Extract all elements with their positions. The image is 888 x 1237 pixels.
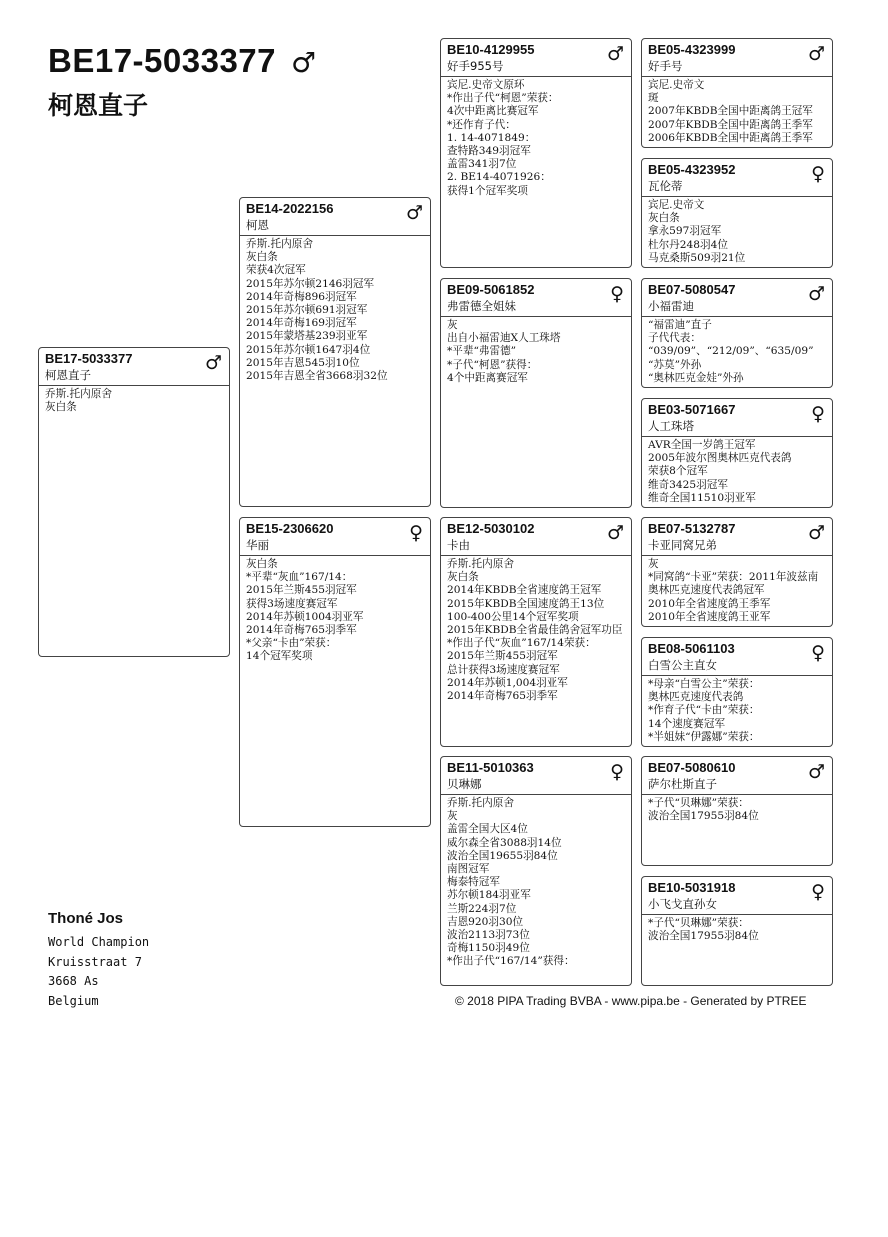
card-details: [240, 556, 430, 666]
breeder-title: World Champion: [48, 935, 150, 949]
detail-line: 2007年KBDB全国中距离鸽王冠军: [648, 105, 813, 118]
pigeon-name: 弗雷德全姐妹: [447, 299, 516, 313]
ring-number: BE07-5080547: [648, 282, 736, 297]
detail-line: 波治全国17955羽84位: [648, 810, 759, 823]
pigeon-name: 瓦伦蒂: [648, 179, 683, 193]
detail-line: *作出子代“柯恩”荣获：: [447, 92, 559, 105]
detail-line: 总计获得3场速度赛冠军: [447, 663, 560, 676]
detail-line: 灰白条: [648, 212, 680, 225]
pigeon-name: 柯恩直子: [45, 368, 91, 382]
detail-line: 4个中距离赛冠军: [447, 371, 528, 384]
detail-line: 盖雷全国大区4位: [447, 823, 528, 836]
breeder-city: 3668 As: [48, 974, 99, 988]
detail-line: 2015年苏尔顿1647羽4位: [246, 343, 371, 356]
male-symbol-icon: ♂: [405, 202, 423, 224]
breeder-street: Kruisstraat 7: [48, 954, 142, 969]
detail-line: “奥林匹克金娃”外孙: [648, 371, 744, 384]
ring-number: BE14-2022156: [246, 201, 334, 216]
detail-line: *半姐妹“伊露娜”荣获：: [648, 730, 760, 743]
detail-line: 盖雷341羽7位: [447, 158, 517, 171]
card-details: [642, 556, 832, 626]
detail-line: 1. 14-4071849：: [447, 131, 536, 144]
detail-line: 灰白条: [246, 558, 278, 570]
detail-line: 波治全国17955羽84位: [648, 930, 759, 943]
ring-number: BE07-5132787: [648, 521, 736, 536]
detail-line: 2015年兰斯455羽冠军: [447, 650, 558, 663]
detail-line: 100-400公里14个冠军奖项: [447, 610, 579, 623]
detail-line: *作出子代“167/14”获得：: [447, 955, 575, 968]
detail-line: “苏莫”外孙: [648, 358, 702, 371]
pigeon-name: 卡亚同窝兄弟: [648, 538, 717, 552]
detail-line: *作出子代“灰血”167/14荣获：: [447, 637, 596, 650]
page-header: [48, 42, 316, 80]
detail-line: 维奇3425羽冠军: [648, 478, 728, 491]
detail-line: “039/09”、“212/09”、“635/09”: [648, 345, 814, 358]
card-details: [39, 386, 229, 416]
ring-number: BE08-5061103: [648, 641, 735, 656]
detail-line: 2015年蒙塔基239羽亚军: [246, 330, 368, 343]
ring-number: BE07-5080610: [648, 760, 736, 775]
detail-line: 乔斯.托内原舍: [246, 238, 313, 250]
detail-line: 梅泰特冠军: [447, 876, 500, 889]
detail-line: 宾尼.史帝文: [648, 79, 705, 91]
pigeon-name: 萨尔杜斯直子: [648, 777, 717, 791]
detail-line: 查特路349羽冠军: [447, 145, 531, 158]
detail-line: 2010年全省速度鸽王季军: [648, 597, 771, 610]
pigeon-name: 小福雷迪: [648, 299, 694, 313]
pigeon-name: 好手号: [648, 59, 683, 73]
detail-line: 2. BE14-4071926：: [447, 171, 551, 184]
male-symbol-icon: ♂: [807, 283, 825, 305]
male-symbol-icon: ♂: [807, 522, 825, 544]
detail-line: “福雷迪”直子: [648, 319, 712, 331]
male-symbol-icon: ♂: [204, 352, 222, 374]
ring-number: BE10-5031918: [648, 880, 736, 895]
detail-line: 2007年KBDB全国中距离鸽王季军: [648, 118, 813, 131]
detail-line: *平辈“弗雷德”: [447, 345, 517, 358]
female-symbol-icon: ♀: [610, 283, 624, 305]
card-details: [642, 77, 832, 147]
card-details: [642, 676, 832, 746]
detail-line: 威尔森全省3088羽14位: [447, 836, 562, 849]
detail-line: 2015年苏尔顿2146羽冠军: [246, 277, 375, 290]
detail-line: 荣获8个冠军: [648, 465, 708, 478]
detail-line: 灰: [648, 558, 659, 570]
pedigree-card-dss[interactable]: [641, 517, 833, 627]
detail-line: 宾尼.史帝文: [648, 199, 705, 211]
detail-line: 乔斯.托内原舍: [447, 797, 514, 809]
pigeon-name: 卡由: [447, 538, 470, 552]
card-header: [441, 518, 631, 556]
female-symbol-icon: ♀: [409, 522, 423, 544]
card-header: [642, 159, 832, 197]
detail-line: *子代“贝琳娜”荣获：: [648, 917, 749, 929]
detail-line: *还作育子代：: [447, 118, 516, 131]
detail-line: 子代代表：: [648, 332, 701, 345]
ring-number: BE12-5030102: [447, 521, 535, 536]
detail-line: 波治全国19655羽84位: [447, 849, 558, 862]
pedigree-card-dam-dam[interactable]: [440, 756, 632, 986]
male-symbol-icon: ♂: [807, 761, 825, 783]
pigeon-name: 小飞戈直孙女: [648, 897, 717, 911]
detail-line: 2015年KBDB全省最佳鸽舍冠军功臣: [447, 624, 623, 637]
female-symbol-icon: ♀: [811, 642, 825, 664]
pedigree-card-ddd[interactable]: [641, 876, 833, 986]
detail-line: *作育子代“卡由”荣获：: [648, 704, 760, 717]
card-header: [642, 279, 832, 317]
ring-number: BE11-5010363: [447, 760, 534, 775]
pedigree-card-sire-dam[interactable]: [440, 278, 632, 508]
detail-line: 灰白条: [447, 571, 479, 584]
detail-line: 获得1个冠军奖项: [447, 184, 528, 197]
detail-line: 2005年波尔图奥林匹克代表鸽: [648, 452, 792, 465]
pigeon-name: 白雪公主直女: [648, 658, 717, 672]
card-header: [441, 279, 631, 317]
detail-line: 灰: [447, 319, 458, 331]
detail-line: 乔斯.托内原舍: [45, 388, 112, 400]
detail-line: 2015年苏尔顿691羽冠军: [246, 304, 368, 317]
pigeon-name: 好手955号: [447, 59, 504, 73]
pigeon-name: 华丽: [246, 538, 269, 552]
detail-line: 乔斯.托内原舍: [447, 558, 514, 570]
detail-line: 2010年全省速度鸽王亚军: [648, 610, 771, 623]
ring-number: BE15-2306620: [246, 521, 334, 536]
ring-number: BE05-4323999: [648, 42, 736, 57]
detail-line: 14个冠军奖项: [246, 650, 313, 663]
detail-line: 斑: [648, 92, 659, 105]
detail-line: 2014年苏顿1004羽亚军: [246, 610, 364, 623]
detail-line: 兰斯224羽7位: [447, 902, 517, 915]
detail-line: 14个速度赛冠军: [648, 717, 726, 730]
ring-number: BE03-5071667: [648, 402, 736, 417]
detail-line: 荣获4次冠军: [246, 264, 306, 277]
detail-line: 获得3场速度赛冠军: [246, 597, 338, 610]
detail-line: 奥林匹克速度代表鸽冠军: [648, 584, 765, 597]
detail-line: 马克桑斯509羽21位: [648, 251, 746, 264]
card-header: [642, 877, 832, 915]
card-details: [441, 556, 631, 705]
card-details: [642, 317, 832, 387]
detail-line: 灰白条: [45, 401, 77, 414]
footer-copyright: © 2018 PIPA Trading BVBA - www.pipa.be - Generated by PTREE: [455, 994, 807, 1008]
detail-line: 奥林匹克速度代表鸽: [648, 691, 744, 704]
detail-line: 拿永597羽冠军: [648, 225, 722, 238]
pedigree-card-ssd[interactable]: [641, 158, 833, 268]
card-details: [441, 317, 631, 387]
pigeon-name: 贝琳娜: [447, 777, 482, 791]
female-symbol-icon: ♀: [610, 761, 624, 783]
card-header: [39, 348, 229, 386]
ring-number: BE05-4323952: [648, 162, 736, 177]
pedigree-card-dds[interactable]: [641, 756, 833, 866]
female-symbol-icon: ♀: [811, 403, 825, 425]
detail-line: 维奇全国11510羽亚军: [648, 491, 756, 504]
card-details: [642, 915, 832, 945]
detail-line: *母亲“白雪公主”荣获：: [648, 678, 760, 690]
detail-line: 宾尼.史帝文原环: [447, 79, 525, 91]
male-symbol-icon: ♂: [606, 522, 624, 544]
detail-line: 2014年苏顿1,004羽亚军: [447, 676, 568, 689]
detail-line: 2015年兰斯455羽冠军: [246, 584, 357, 597]
detail-line: 2014年奇梅765羽季军: [246, 624, 357, 637]
detail-line: *同窝鸽“卡亚”荣获：2011年波兹南: [648, 571, 819, 584]
ring-number: BE17-5033377: [45, 351, 133, 366]
male-symbol-icon: ♂: [291, 46, 317, 79]
breeder-name: Thoné Jos: [48, 910, 124, 927]
female-symbol-icon: ♀: [811, 881, 825, 903]
card-header: [240, 518, 430, 556]
detail-line: 2014年奇梅896羽冠军: [246, 290, 357, 303]
detail-line: 4次中距离比赛冠军: [447, 105, 539, 118]
detail-line: 奇梅1150羽49位: [447, 942, 530, 955]
pedigree-card-dam[interactable]: [239, 517, 431, 827]
pigeon-name: 人工珠塔: [648, 419, 694, 433]
pedigree-card-sire[interactable]: [239, 197, 431, 507]
card-details: [441, 795, 631, 971]
pedigree-card-dsd[interactable]: [641, 637, 833, 747]
detail-line: 波治2113羽73位: [447, 929, 530, 942]
detail-line: 2015年吉恩全省3668羽32位: [246, 370, 388, 383]
pedigree-card-sds[interactable]: [641, 278, 833, 388]
pedigree-card-sss[interactable]: [641, 38, 833, 148]
card-header: [240, 198, 430, 236]
detail-line: 苏尔顿184羽亚军: [447, 889, 531, 902]
breeder-country: Belgium: [48, 993, 99, 1008]
pigeon-name: 柯恩: [246, 218, 269, 232]
pedigree-card-sire-sire[interactable]: [440, 38, 632, 268]
detail-line: 2014年奇梅765羽季军: [447, 690, 558, 703]
pedigree-card-subject[interactable]: [38, 347, 230, 657]
detail-line: 2006年KBDB全国中距离鸽王季军: [648, 131, 813, 144]
card-header: [642, 518, 832, 556]
detail-line: 2014年奇梅169羽冠军: [246, 317, 357, 330]
detail-line: 出自小福雷迪X人工珠塔: [447, 332, 561, 345]
detail-line: *父亲“卡由”荣获：: [246, 637, 337, 650]
ring-number: BE09-5061852: [447, 282, 535, 297]
card-details: [642, 437, 832, 507]
detail-line: *平辈“灰血”167/14：: [246, 571, 353, 584]
detail-line: 南图冠军: [447, 863, 490, 876]
detail-line: *子代“柯恩”获得：: [447, 358, 538, 371]
detail-line: AVR全国一岁鸽王冠军: [648, 439, 756, 451]
card-header: [642, 757, 832, 795]
detail-line: 灰: [447, 810, 458, 823]
detail-line: 2014年KBDB全省速度鸽王冠军: [447, 584, 602, 597]
detail-line: 灰白条: [246, 251, 278, 264]
card-details: [240, 236, 430, 385]
page-title-ring: BE17-5033377: [48, 42, 277, 79]
male-symbol-icon: ♂: [807, 43, 825, 65]
detail-line: 杜尔丹248羽4位: [648, 238, 728, 251]
card-header: [441, 39, 631, 77]
ring-number: BE10-4129955: [447, 42, 535, 57]
detail-line: 2015年KBDB全国速度鸽王13位: [447, 597, 605, 610]
pedigree-card-dam-sire[interactable]: [440, 517, 632, 747]
detail-line: 吉恩920羽30位: [447, 915, 524, 928]
card-header: [642, 399, 832, 437]
card-details: [642, 197, 832, 267]
detail-line: *子代“贝琳娜”荣获：: [648, 797, 749, 809]
breeder-info: [48, 910, 149, 1011]
female-symbol-icon: ♀: [811, 163, 825, 185]
male-symbol-icon: ♂: [606, 43, 624, 65]
card-header: [441, 757, 631, 795]
card-header: [642, 638, 832, 676]
card-details: [441, 77, 631, 200]
card-header: [642, 39, 832, 77]
pedigree-card-sdd[interactable]: [641, 398, 833, 508]
detail-line: 2015年吉恩545羽10位: [246, 356, 360, 369]
page-subtitle-name: 柯恩直子: [48, 91, 149, 120]
card-details: [642, 795, 832, 825]
